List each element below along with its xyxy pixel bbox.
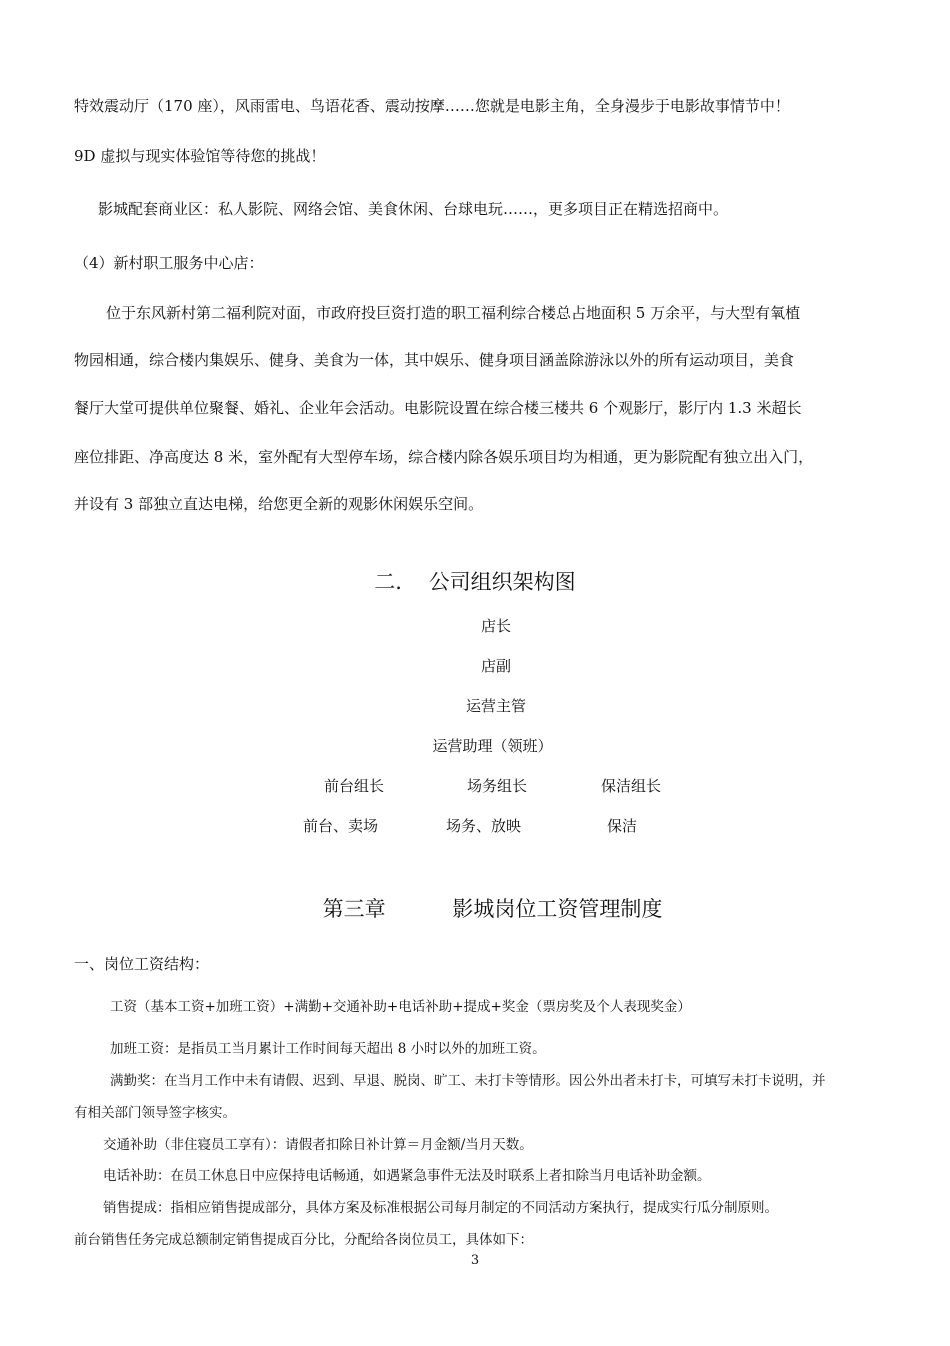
store4-heading: （4）新村职工服务中心店： — [74, 254, 264, 272]
org-staff-venue: 场务、放映 — [446, 817, 522, 835]
org-level-store-manager: 店长 — [480, 617, 511, 635]
wage-structure-line: 工资（基本工资+加班工资）+满勤+交通补助+电话补助+提成+奖金（票房奖及个人表现奖金） — [110, 999, 691, 1015]
page-number: 3 — [470, 1253, 480, 1268]
store4-line-1: 位于东风新村第二福利院对面，市政府投巨资打造的职工福利综合楼总占地面积 5 万余平，与大型有氧植 — [106, 304, 801, 322]
store4-line-4: 座位排距、净高度达 8 米，室外配有大型停车场，综合楼内除各娱乐项目均为相通，更为影院配有独立出入门， — [74, 448, 814, 466]
org-chart-title: 二. 公司组织架构图 — [374, 570, 576, 594]
store4-line-2: 物园相通，综合楼内集娱乐、健身、美食为一体，其中娱乐、健身项目涵盖除游泳以外的所有运动项目，美食 — [74, 351, 795, 369]
org-level-operations-assistant: 运营助理（领班） — [432, 737, 553, 755]
org-lead-venue: 场务组长 — [467, 777, 528, 795]
org-lead-front-desk: 前台组长 — [324, 777, 385, 795]
store4-line-3: 餐厅大堂可提供单位聚餐、婚礼、企业年会活动。电影院设置在综合楼三楼共 6 个观影厅，影厅内 1.3 米超长 — [74, 399, 802, 417]
intro-line-2: 9D 虚拟与现实体验馆等待您的挑战！ — [74, 147, 326, 165]
front-desk-sales-line: 前台销售任务完成总额制定销售提成百分比，分配给各岗位员工，具体如下： — [74, 1232, 533, 1248]
attendance-line-1: 满勤奖：在当月工作中未有请假、迟到、早退、脱岗、旷工、未打卡等情形。因公外出者未打卡，可填写未打卡说明，并 — [110, 1073, 826, 1089]
store4-line-5: 并设有 3 部独立直达电梯，给您更全新的观影休闲娱乐空间。 — [74, 495, 484, 513]
intro-line-3: 影城配套商业区：私人影院、网络会馆、美食休闲、台球电玩……，更多项目正在精选招商中。 — [98, 200, 729, 218]
intro-line-1: 特效震动厅（170 座），风雨雷电、鸟语花香、震动按摩……您就是电影主角，全身漫步于电影故事情节中！ — [74, 97, 790, 115]
org-lead-cleaning: 保洁组长 — [601, 777, 662, 795]
attendance-line-2: 有相关部门领导签字核实。 — [74, 1105, 236, 1121]
overtime-line: 加班工资：是指员工当月累计工作时间每天超出 8 小时以外的加班工资。 — [110, 1041, 546, 1057]
org-staff-front-desk: 前台、卖场 — [303, 817, 379, 835]
org-level-operations-supervisor: 运营主管 — [465, 697, 526, 715]
org-level-deputy-manager: 店副 — [480, 657, 511, 675]
transport-subsidy-line: 交通补助（非住寝员工享有）：请假者扣除日补计算＝月金额/当月天数。 — [103, 1137, 533, 1153]
org-staff-cleaning: 保洁 — [607, 817, 638, 835]
chapter3-section-1: 一、岗位工资结构： — [74, 955, 210, 973]
phone-subsidy-line: 电话补助：在员工休息日中应保持电话畅通，如遇紧急事件无法及时联系上者扣除当月电话补助金额。 — [103, 1168, 711, 1184]
chapter3-title: 第三章 影城岗位工资管理制度 — [322, 897, 663, 921]
sales-commission-line: 销售提成：指相应销售提成部分，具体方案及标准根据公司每月制定的不同活动方案执行，提成实行瓜分制原则。 — [103, 1200, 778, 1216]
